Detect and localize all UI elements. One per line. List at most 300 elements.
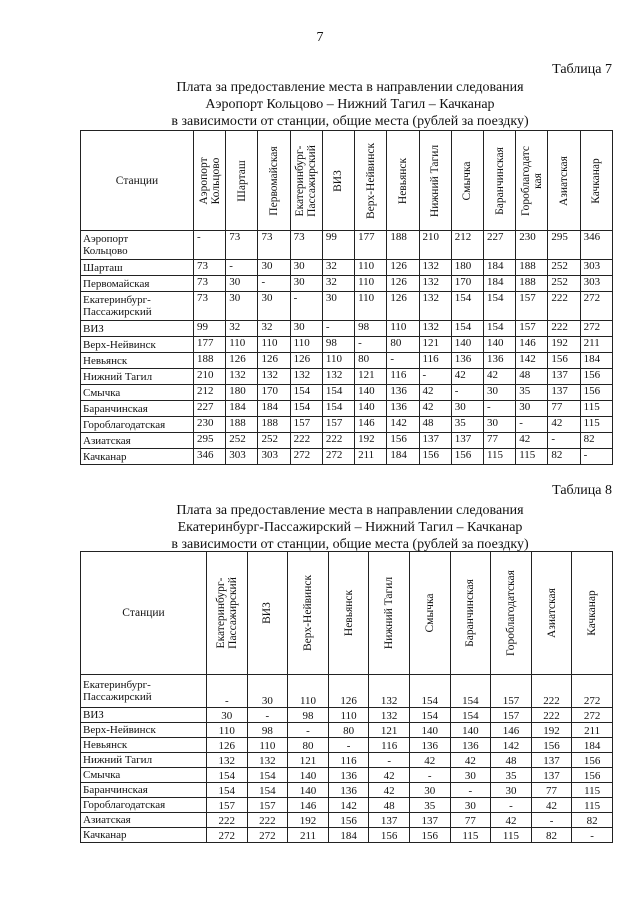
table7-fare-cell: 32 <box>322 260 354 276</box>
table7-fare-cell: 30 <box>258 292 290 321</box>
table8-fare-cell: 110 <box>247 738 288 753</box>
table7-column-header <box>580 131 612 231</box>
table7-fare-cell: 184 <box>483 276 515 292</box>
table7-fare-cell: 303 <box>580 276 612 292</box>
table7-row-station-name: Екатеринбург- Пассажирский <box>81 292 194 321</box>
table7-title-line: в зависимости от станции, общие места (рублей за поездку) <box>171 114 529 129</box>
table7-column-header <box>516 131 548 231</box>
table7-column-header-text: Невьянск <box>396 157 409 204</box>
table8-row-station-name: Смычка <box>81 768 207 783</box>
table8-fare-cell: - <box>491 798 532 813</box>
table7-fare-cell: - <box>322 321 354 337</box>
table7-fare-cell: 121 <box>419 337 451 353</box>
table8-row <box>81 738 613 753</box>
table8-fare-cell: - <box>409 768 450 783</box>
table8-fare-cell: 82 <box>531 828 572 843</box>
table8-fare-cell: 157 <box>247 798 288 813</box>
table8-fare-cell: 136 <box>328 768 369 783</box>
table7-column-header <box>194 131 226 231</box>
table7-fare-cell: 184 <box>258 401 290 417</box>
table8-fare-cell: 211 <box>288 828 329 843</box>
table7-fare-cell: 42 <box>451 369 483 385</box>
table8-fare-cell: 30 <box>450 768 491 783</box>
table7-fare-cell: 73 <box>290 231 322 260</box>
table7-fare-cell: 272 <box>580 292 612 321</box>
table7-fare-cell: 142 <box>387 417 419 433</box>
table8-column-header <box>450 552 491 675</box>
table7-row <box>81 433 613 449</box>
table8-fare-cell: 110 <box>207 723 248 738</box>
table8-fare-cell: 48 <box>491 753 532 768</box>
table8-fare-cell: - <box>450 783 491 798</box>
table7-fare-cell: 99 <box>322 231 354 260</box>
table7-fare-cell: 110 <box>226 337 258 353</box>
table8-fare-cell: 126 <box>207 738 248 753</box>
table8-row <box>81 783 613 798</box>
table7-fare-cell: 157 <box>290 417 322 433</box>
table8-fare-cell: 156 <box>369 828 410 843</box>
table8-row-station-name: Нижний Тагил <box>81 753 207 768</box>
table7-row <box>81 276 613 292</box>
table7-row <box>81 369 613 385</box>
table7-fare-cell: 32 <box>258 321 290 337</box>
table7-fare-cell: 132 <box>419 292 451 321</box>
table8-fare-cell: 137 <box>409 813 450 828</box>
table8-column-header <box>491 552 532 675</box>
table8-fare-cell: 272 <box>207 828 248 843</box>
table7-column-header-text: Первомайская <box>268 145 281 216</box>
table8-fare-cell: 30 <box>491 783 532 798</box>
table7-fare-cell: 140 <box>451 337 483 353</box>
table8-column-header-text: Смычка <box>423 593 436 633</box>
table7-column-header-text: Качканар <box>590 157 603 204</box>
table8-column-header <box>328 552 369 675</box>
table8-title-line: Екатеринбург-Пассажирский – Нижний Тагил – Качканар <box>177 520 523 535</box>
table7-fare-cell: 132 <box>258 369 290 385</box>
table7-fare-cell: 212 <box>194 385 226 401</box>
table7-fare-cell: - <box>226 260 258 276</box>
table8-column-header <box>288 552 329 675</box>
table8-column-header <box>207 552 248 675</box>
table8-fare-cell: 154 <box>207 783 248 798</box>
table7-fare-cell: 110 <box>290 337 322 353</box>
table7-row-station-name: Баранчинская <box>81 401 194 417</box>
table7-fare-cell: 272 <box>580 321 612 337</box>
table8-fare-cell: 140 <box>288 783 329 798</box>
table8-fare-cell: 77 <box>450 813 491 828</box>
table7-column-header <box>419 131 451 231</box>
table7-fare-cell: 80 <box>387 337 419 353</box>
table8-fare-cell: 126 <box>328 675 369 708</box>
table7-column-header <box>258 131 290 231</box>
table7-row-station-name: Первомайская <box>81 276 194 292</box>
table8-fare-cell: - <box>288 723 329 738</box>
table7-row <box>81 231 613 260</box>
table8-fare-cell: 110 <box>288 675 329 708</box>
table8-fare-cell: 211 <box>572 723 613 738</box>
table8-fare-cell: 142 <box>491 738 532 753</box>
table7-fare-cell: 252 <box>258 433 290 449</box>
table7-fare-cell: 156 <box>580 369 612 385</box>
table7-fare-cell: 82 <box>548 449 580 465</box>
page-number: 7 <box>316 30 324 45</box>
table7-column-header <box>322 131 354 231</box>
table8-column-header-text: ВИЗ <box>261 602 274 624</box>
table8-fare-cell: 154 <box>409 675 450 708</box>
table8-fare-cell: 35 <box>491 768 532 783</box>
table7-fare-cell: 30 <box>290 321 322 337</box>
table7-row-station-name: Верх-Нейвинск <box>81 337 194 353</box>
table7-label: Таблица 7 <box>552 62 612 77</box>
table7-row-station-name: Смычка <box>81 385 194 401</box>
table7-fare-cell: - <box>290 292 322 321</box>
table7-fare-cell: 110 <box>258 337 290 353</box>
table8-fare-cell: 132 <box>369 708 410 723</box>
table7-fare-cell: 126 <box>387 276 419 292</box>
table7-column-header-text: Смычка <box>461 161 474 200</box>
table7-fare-cell: 154 <box>451 321 483 337</box>
table7-row <box>81 337 613 353</box>
table8-fare-cell: 154 <box>247 768 288 783</box>
table8-fare-cell: 272 <box>572 708 613 723</box>
table7-fare-cell: 140 <box>355 401 387 417</box>
table7-fare-cell: 115 <box>516 449 548 465</box>
table7-fare-cell: 212 <box>451 231 483 260</box>
table7-fare-cell: 154 <box>290 385 322 401</box>
table7-header-stations: Станции <box>81 131 194 231</box>
table8-fare-cell: 30 <box>247 675 288 708</box>
table8-fare-cell: 115 <box>572 783 613 798</box>
table8-fare-cell: 222 <box>531 708 572 723</box>
table7-row-station-name: ВИЗ <box>81 321 194 337</box>
table8-fare-cell: 116 <box>369 738 410 753</box>
table8-fare-cell: 80 <box>328 723 369 738</box>
table8-row-station-name: Гороблагодатская <box>81 798 207 813</box>
table8-fare-cell: 184 <box>572 738 613 753</box>
table8-fare-cell: - <box>328 738 369 753</box>
table7-fare-cell: 146 <box>516 337 548 353</box>
table7-fare-table <box>80 130 613 465</box>
table7-fare-cell: 157 <box>516 321 548 337</box>
table7-row <box>81 321 613 337</box>
table7-fare-cell: 170 <box>258 385 290 401</box>
table8-title-line: Плата за предоставление места в направлении следования <box>176 503 524 518</box>
table7-fare-cell: 136 <box>483 353 515 369</box>
table8-fare-cell: 222 <box>531 675 572 708</box>
table7-fare-cell: 303 <box>580 260 612 276</box>
table8-column-header-text: Екатеринбург- Пассажирский <box>214 577 239 649</box>
table7-fare-cell: - <box>387 353 419 369</box>
table8-row <box>81 708 613 723</box>
table7-fare-cell: 136 <box>387 385 419 401</box>
table7-fare-cell: 99 <box>194 321 226 337</box>
table8-fare-cell: - <box>247 708 288 723</box>
table8-fare-cell: 30 <box>207 708 248 723</box>
table7-fare-cell: 132 <box>226 369 258 385</box>
table7-fare-cell: 42 <box>548 417 580 433</box>
table7-fare-cell: 137 <box>419 433 451 449</box>
table7-fare-cell: 227 <box>194 401 226 417</box>
table7-column-header-text: Верх-Нейвинск <box>364 142 377 219</box>
table7-column-header <box>548 131 580 231</box>
table8-fare-cell: 98 <box>247 723 288 738</box>
table7-fare-cell: 192 <box>548 337 580 353</box>
table7-fare-cell: 210 <box>194 369 226 385</box>
table7-fare-cell: 30 <box>322 292 354 321</box>
table7-fare-cell: 30 <box>258 260 290 276</box>
table7-fare-cell: 48 <box>419 417 451 433</box>
table7-fare-cell: 303 <box>258 449 290 465</box>
table8-fare-cell: 110 <box>328 708 369 723</box>
table7-fare-cell: 154 <box>322 385 354 401</box>
table7-fare-cell: 188 <box>226 417 258 433</box>
table7-fare-cell: 35 <box>451 417 483 433</box>
table7-fare-cell: 116 <box>387 369 419 385</box>
table7-fare-cell: 77 <box>548 401 580 417</box>
table7-fare-cell: 132 <box>322 369 354 385</box>
table8-fare-cell: 154 <box>207 768 248 783</box>
table7-fare-cell: 136 <box>451 353 483 369</box>
table7-fare-cell: 156 <box>387 433 419 449</box>
table7-fare-cell: 98 <box>322 337 354 353</box>
table7-row <box>81 385 613 401</box>
table7-fare-cell: 116 <box>419 353 451 369</box>
table8-fare-cell: 154 <box>450 675 491 708</box>
table7-fare-cell: 137 <box>548 369 580 385</box>
table7-fare-cell: 230 <box>516 231 548 260</box>
table8-column-header-text: Баранчинская <box>464 579 477 647</box>
table8-fare-cell: 42 <box>369 768 410 783</box>
table7-fare-cell: 156 <box>548 353 580 369</box>
table7-fare-cell: 184 <box>483 260 515 276</box>
table7-fare-cell: 132 <box>419 260 451 276</box>
table7-fare-cell: 30 <box>226 276 258 292</box>
table7-fare-cell: 346 <box>580 231 612 260</box>
table8-row <box>81 813 613 828</box>
table7-column-header-text: Екатеринбург- Пассажирский <box>294 144 319 217</box>
table7-fare-cell: 73 <box>226 231 258 260</box>
table7-fare-cell: 73 <box>258 231 290 260</box>
table8-fare-cell: 156 <box>409 828 450 843</box>
table7-fare-cell: 110 <box>355 276 387 292</box>
table8-fare-cell: - <box>531 813 572 828</box>
table7-fare-cell: 77 <box>483 433 515 449</box>
table7-fare-cell: 42 <box>419 401 451 417</box>
table7-fare-cell: 154 <box>322 401 354 417</box>
table7-fare-cell: 210 <box>419 231 451 260</box>
table7-fare-cell: 132 <box>419 321 451 337</box>
table8-row-station-name: Качканар <box>81 828 207 843</box>
table7-fare-cell: 137 <box>548 385 580 401</box>
table8-fare-cell: 146 <box>288 798 329 813</box>
table7-fare-cell: 137 <box>451 433 483 449</box>
table8-fare-cell: 115 <box>572 798 613 813</box>
table8-column-header <box>369 552 410 675</box>
table7-column-header-text: Нижний Тагил <box>429 144 442 217</box>
table7-row-station-name: Нижний Тагил <box>81 369 194 385</box>
table7-fare-cell: 110 <box>355 292 387 321</box>
table8-fare-cell: 136 <box>328 783 369 798</box>
table7-fare-cell: - <box>548 433 580 449</box>
table8-column-header <box>409 552 450 675</box>
table7-fare-cell: 184 <box>580 353 612 369</box>
table8-fare-cell: - <box>572 828 613 843</box>
table7-fare-cell: 184 <box>387 449 419 465</box>
table8-fare-cell: 115 <box>450 828 491 843</box>
table8-fare-cell: 272 <box>247 828 288 843</box>
table8-column-header-text: Качканар <box>586 590 599 636</box>
table7-row <box>81 401 613 417</box>
table7-fare-cell: 177 <box>355 231 387 260</box>
table7-fare-cell: 142 <box>516 353 548 369</box>
table8-fare-cell: 136 <box>409 738 450 753</box>
table7-fare-cell: 188 <box>387 231 419 260</box>
table7-fare-cell: 35 <box>516 385 548 401</box>
table7-fare-cell: 132 <box>419 276 451 292</box>
table7-row <box>81 417 613 433</box>
table8-fare-cell: 154 <box>450 708 491 723</box>
table7-fare-cell: 73 <box>194 292 226 321</box>
table7-title-line: Аэропорт Кольцово – Нижний Тагил – Качканар <box>205 97 495 112</box>
table7-fare-cell: 222 <box>548 321 580 337</box>
table7-fare-cell: 115 <box>483 449 515 465</box>
table7-fare-cell: 252 <box>226 433 258 449</box>
table8-fare-cell: 132 <box>207 753 248 768</box>
table8-fare-cell: 132 <box>369 675 410 708</box>
table7-fare-cell: 156 <box>451 449 483 465</box>
table7-column-header <box>226 131 258 231</box>
table7-column-header <box>451 131 483 231</box>
table8-header-stations: Станции <box>81 552 207 675</box>
table7-fare-cell: - <box>355 337 387 353</box>
table7-fare-cell: 180 <box>226 385 258 401</box>
table8-fare-cell: 136 <box>450 738 491 753</box>
table8-row <box>81 828 613 843</box>
table8-row-station-name: Верх-Нейвинск <box>81 723 207 738</box>
table7-fare-cell: 82 <box>580 433 612 449</box>
table7-fare-cell: 295 <box>194 433 226 449</box>
table7-column-header <box>290 131 322 231</box>
table8-fare-cell: 30 <box>409 783 450 798</box>
table7-fare-cell: 252 <box>548 276 580 292</box>
table7-fare-cell: 30 <box>516 401 548 417</box>
table8-row-station-name: Баранчинская <box>81 783 207 798</box>
table7-fare-cell: 30 <box>483 417 515 433</box>
table8-row <box>81 753 613 768</box>
table7-fare-cell: 140 <box>483 337 515 353</box>
table7-fare-cell: - <box>483 401 515 417</box>
table8-fare-cell: 156 <box>328 813 369 828</box>
table7-column-header-text: ВИЗ <box>332 169 345 192</box>
table7-fare-cell: 177 <box>194 337 226 353</box>
table7-fare-cell: 154 <box>483 292 515 321</box>
table7-fare-cell: - <box>194 231 226 260</box>
table8-fare-cell: 192 <box>531 723 572 738</box>
table7-row-station-name: Гороблагодатская <box>81 417 194 433</box>
table8-fare-cell: 116 <box>328 753 369 768</box>
table8-fare-cell: 137 <box>531 768 572 783</box>
table8-column-header-text: Гороблагодатская <box>504 570 517 656</box>
table8-fare-cell: 115 <box>491 828 532 843</box>
table7-fare-cell: 170 <box>451 276 483 292</box>
table8-fare-cell: 42 <box>450 753 491 768</box>
table7-fare-cell: 132 <box>290 369 322 385</box>
table7-row-station-name: Шарташ <box>81 260 194 276</box>
table7-fare-cell: 30 <box>483 385 515 401</box>
table8-fare-cell: 42 <box>491 813 532 828</box>
table8-fare-cell: 77 <box>531 783 572 798</box>
table8-fare-cell: 222 <box>207 813 248 828</box>
table8-column-header-text: Азиатская <box>545 588 558 638</box>
table7-fare-cell: 146 <box>355 417 387 433</box>
table7-fare-cell: 73 <box>194 260 226 276</box>
table7-fare-cell: 157 <box>516 292 548 321</box>
table7-fare-cell: 98 <box>355 321 387 337</box>
table8-fare-cell: 272 <box>572 675 613 708</box>
table7-fare-cell: 30 <box>226 292 258 321</box>
table8-row-station-name: Азиатская <box>81 813 207 828</box>
table8-fare-cell: 157 <box>491 675 532 708</box>
table8-column-header <box>572 552 613 675</box>
table7-fare-cell: 222 <box>548 292 580 321</box>
table7-row-station-name: Невьянск <box>81 353 194 369</box>
table8-row <box>81 798 613 813</box>
table7-fare-cell: 222 <box>290 433 322 449</box>
table8-fare-cell: 192 <box>288 813 329 828</box>
table8-column-header <box>247 552 288 675</box>
table7-fare-cell: 110 <box>322 353 354 369</box>
table7-fare-cell: - <box>451 385 483 401</box>
table8-fare-cell: 30 <box>450 798 491 813</box>
table7-row <box>81 260 613 276</box>
table8-fare-cell: 42 <box>369 783 410 798</box>
table7-fare-cell: 42 <box>516 433 548 449</box>
table8-fare-cell: 35 <box>409 798 450 813</box>
table7-fare-cell: 192 <box>355 433 387 449</box>
table7-column-header <box>387 131 419 231</box>
table8-row <box>81 675 613 708</box>
table8-title-line: в зависимости от станции, общие места (рублей за поездку) <box>171 537 529 552</box>
table7-fare-cell: 30 <box>290 260 322 276</box>
table7-fare-cell: 126 <box>290 353 322 369</box>
table7-fare-cell: 252 <box>548 260 580 276</box>
table8-row <box>81 768 613 783</box>
table7-fare-cell: 126 <box>387 292 419 321</box>
table8-fare-cell: - <box>369 753 410 768</box>
table7-fare-cell: - <box>258 276 290 292</box>
table8-fare-cell: 157 <box>491 708 532 723</box>
table7-fare-cell: 154 <box>290 401 322 417</box>
table7-fare-cell: 188 <box>258 417 290 433</box>
table7-title <box>90 79 610 130</box>
table7-fare-cell: 110 <box>355 260 387 276</box>
table7-title-line: Плата за предоставление места в направлении следования <box>176 80 524 95</box>
table8-fare-cell: 154 <box>409 708 450 723</box>
table7-column-header-text: Азиатская <box>558 155 571 206</box>
table8-fare-cell: 48 <box>369 798 410 813</box>
table7-fare-cell: 272 <box>290 449 322 465</box>
table8-column-header-text: Нижний Тагил <box>383 576 396 650</box>
table7-fare-cell: 126 <box>258 353 290 369</box>
table7-fare-cell: 303 <box>226 449 258 465</box>
table8-fare-cell: 121 <box>369 723 410 738</box>
table7-row-station-name: Аэропорт Кольцово <box>81 231 194 260</box>
table7-fare-cell: 222 <box>322 433 354 449</box>
table7-fare-cell: 136 <box>387 401 419 417</box>
table8-row-station-name: Екатеринбург- Пассажирский <box>81 675 207 708</box>
table8-fare-cell: 42 <box>409 753 450 768</box>
table8-fare-cell: 156 <box>572 768 613 783</box>
